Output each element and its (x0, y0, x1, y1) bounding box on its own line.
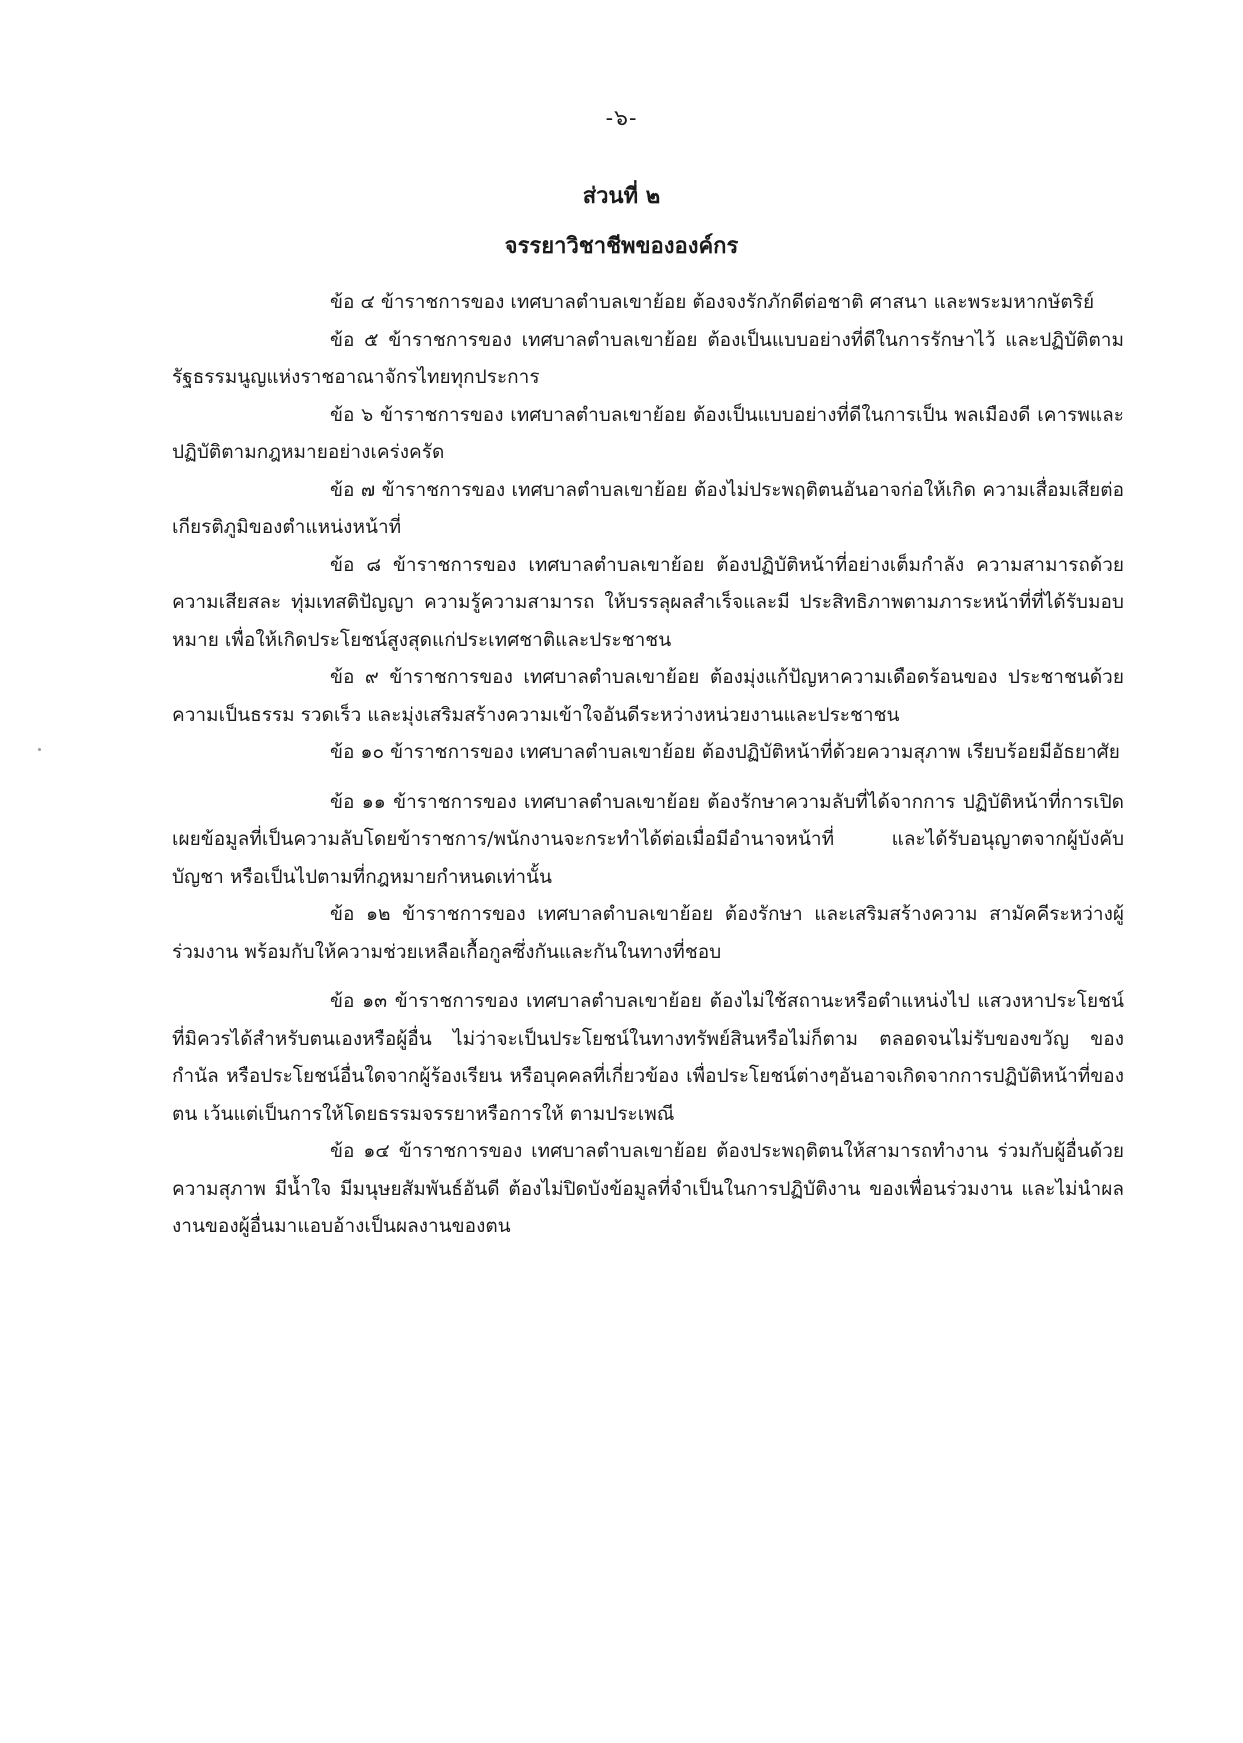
page-number: -๖- (605, 106, 638, 131)
clause-4: ข้อ ๔ ข้าราชการของ เทศบาลตำบลเขาย้อย ต้องจงรักภักดีต่อชาติ ศาสนา และพระมหากษัตริย์ (330, 291, 1095, 313)
clause-12: ข้อ ๑๒ ข้าราชการของ เทศบาลตำบลเขาย้อย ต้องรักษา และเสริมสร้างความ สามัคคีระหว่างผู้ร่วมงาน พร้อมกับให้ความช่วยเหลือเกื้อกูลซึ่งกันและกันในทางที่ชอบ (172, 903, 1124, 963)
clause-14: ข้อ ๑๔ ข้าราชการของ เทศบาลตำบลเขาย้อย ต้องประพฤติตนให้สามารถทำงาน ร่วมกับผู้อื่นด้วยความสุภาพ มีน้ำใจ มีมนุษยสัมพันธ์อันดี ต้องไม่ปิดบังข้อมูลที่จำเป็นในการปฏิบัติงาน ของเพื่อนร่วมงาน และไม่นำผลงานของผู้อื่นมาแอบอ้างเป็นผลงานของตน (172, 1140, 1124, 1237)
clause-8: ข้อ ๘ ข้าราชการของ เทศบาลตำบลเขาย้อย ต้องปฏิบัติหน้าที่อย่างเต็มกำลัง ความสามารถด้วยความเสียสละ ทุ่มเทสติปัญญา ความรู้ความสามารถ ให้บรรลุผลสำเร็จและมี ประสิทธิภาพตามภาระหน้าที่ที่ได้รับมอบหมาย เพื่อให้เกิดประโยชน์สูงสุดแก่ประเทศชาติและประชาชน (172, 553, 1124, 651)
clause-11: ข้อ ๑๑ ข้าราชการของ เทศบาลตำบลเขาย้อย ต้องรักษาความลับที่ได้จากการ ปฏิบัติหน้าที่การเปิดเผยข้อมูลที่เป็นความลับโดยข้าราชการ/พนักงานจะกระทำได้ต่อเมื่อมีอำนาจหน้าที่ และได้รับอนุญาตจากผู้บังคับบัญชา หรือเป็นไปตามที่กฎหมายกำหนดเท่านั้น (172, 790, 1124, 888)
scan-speck (38, 748, 41, 751)
document-body (172, 284, 1124, 1246)
clause-6: ข้อ ๖ ข้าราชการของ เทศบาลตำบลเขาย้อย ต้องเป็นแบบอย่างที่ดีในการเป็น พลเมืองดี เคารพและปฏิบัติตามกฎหมายอย่างเคร่งครัด (172, 403, 1124, 463)
clause-7: ข้อ ๗ ข้าราชการของ เทศบาลตำบลเขาย้อย ต้องไม่ประพฤติตนอันอาจก่อให้เกิด ความเสื่อมเสียต่อเกียรติภูมิของตำแหน่งหน้าที่ (172, 478, 1124, 538)
clause-5: ข้อ ๕ ข้าราชการของ เทศบาลตำบลเขาย้อย ต้องเป็นแบบอย่างที่ดีในการรักษาไว้ และปฏิบัติตามรัฐธรรมนูญแห่งราชอาณาจักรไทยทุกประการ (172, 328, 1124, 388)
clause-13: ข้อ ๑๓ ข้าราชการของ เทศบาลตำบลเขาย้อย ต้องไม่ใช้สถานะหรือตำแหน่งไป แสวงหาประโยชน์ที่มิควรได้สำหรับตนเองหรือผู้อื่น ไม่ว่าจะเป็นประโยชน์ในทางทรัพย์สินหรือไม่ก็ตาม ตลอดจนไม่รับของขวัญ ของกำนัล หรือประโยชน์อื่นใดจากผู้ร้องเรียน หรือบุคคลที่เกี่ยวข้อง เพื่อประโยชน์ต่างๆอันอาจเกิดจากการปฏิบัติหน้าที่ของตน เว้นแต่เป็นการให้โดยธรรมจรรยาหรือการให้ ตามประเพณี (172, 990, 1124, 1125)
section-title: ส่วนที่ ๒ (582, 183, 661, 209)
document-title: จรรยาวิชาชีพขององค์กร (504, 233, 739, 259)
clause-10: ข้อ ๑๐ ข้าราชการของ เทศบาลตำบลเขาย้อย ต้องปฏิบัติหน้าที่ด้วยความสุภาพ เรียบร้อยมีอัธยาศัย (330, 741, 1120, 763)
clause-9: ข้อ ๙ ข้าราชการของ เทศบาลตำบลเขาย้อย ต้องมุ่งแก้ปัญหาความเดือดร้อนของ ประชาชนด้วยความเป็นธรรม รวดเร็ว และมุ่งเสริมสร้างความเข้าใจอันดีระหว่างหน่วยงานและประชาชน (172, 666, 1124, 726)
